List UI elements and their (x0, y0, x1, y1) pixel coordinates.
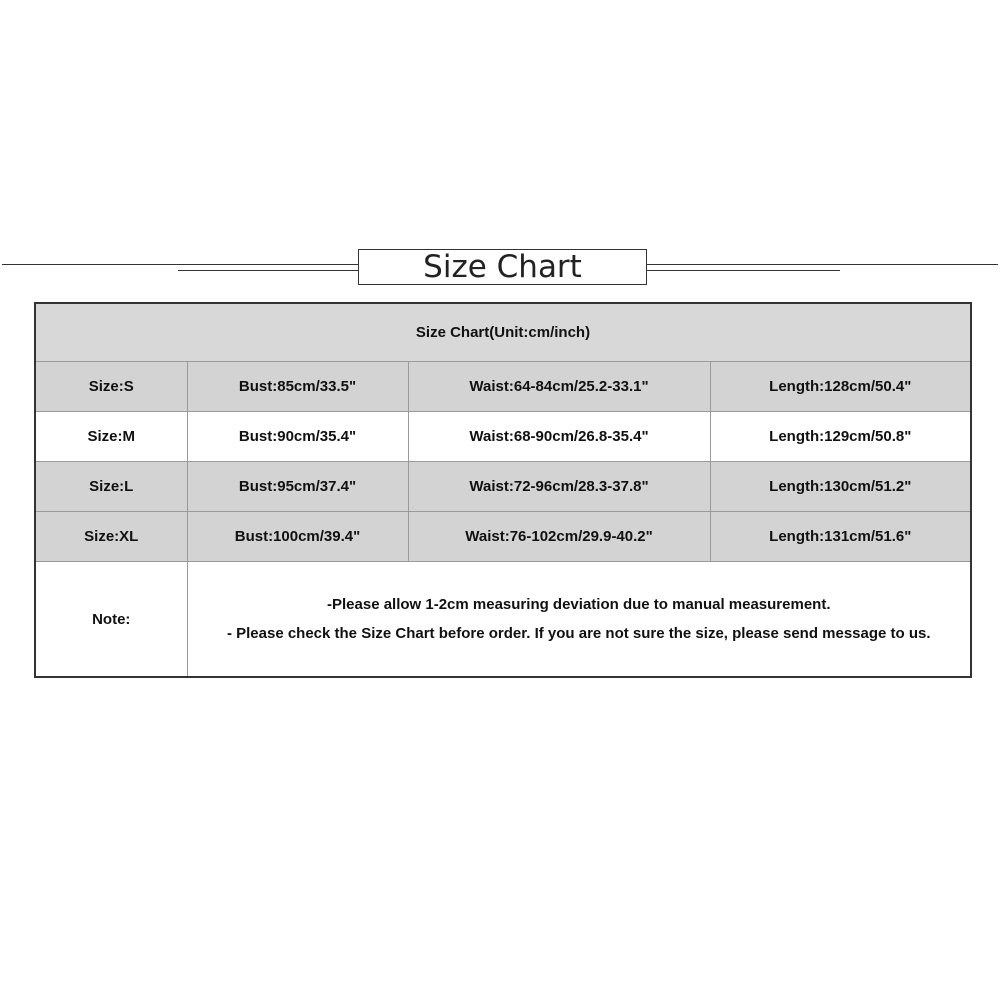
size-cell: Size:L (35, 462, 187, 512)
header-rule-left-inner (178, 270, 358, 271)
bust-cell: Bust:90cm/35.4" (187, 412, 408, 462)
bust-cell: Bust:85cm/33.5" (187, 362, 408, 412)
header-rule-left-outer (2, 264, 358, 265)
waist-cell: Waist:72-96cm/28.3-37.8" (408, 462, 710, 512)
header-rule-right-inner (647, 270, 840, 271)
table-row (35, 462, 971, 512)
table-row (35, 512, 971, 562)
length-cell: Length:128cm/50.4" (710, 362, 971, 412)
bust-cell: Bust:95cm/37.4" (187, 462, 408, 512)
waist-cell: Waist:64-84cm/25.2-33.1" (408, 362, 710, 412)
note-line: - Please check the Size Chart before order. If you are not sure the size, please send message to us. (226, 625, 931, 642)
size-chart-table (34, 302, 972, 678)
size-cell: Size:S (35, 362, 187, 412)
length-cell: Length:129cm/50.8" (710, 412, 971, 462)
size-cell: Size:XL (35, 512, 187, 562)
waist-cell: Waist:68-90cm/26.8-35.4" (408, 412, 710, 462)
waist-cell: Waist:76-102cm/29.9-40.2" (408, 512, 710, 562)
table-row (35, 412, 971, 462)
page-title: Size Chart (358, 249, 647, 285)
size-cell: Size:M (35, 412, 187, 462)
table-row (35, 362, 971, 412)
note-line: -Please allow 1-2cm measuring deviation due to manual measurement. (327, 596, 831, 613)
bust-cell: Bust:100cm/39.4" (187, 512, 408, 562)
length-cell: Length:130cm/51.2" (710, 462, 971, 512)
length-cell: Length:131cm/51.6" (710, 512, 971, 562)
note-row (35, 562, 971, 678)
table-caption: Size Chart(Unit:cm/inch) (35, 303, 971, 362)
header-rule-right-outer (647, 264, 998, 265)
note-label: Note: (35, 562, 187, 678)
note-content (187, 562, 971, 678)
